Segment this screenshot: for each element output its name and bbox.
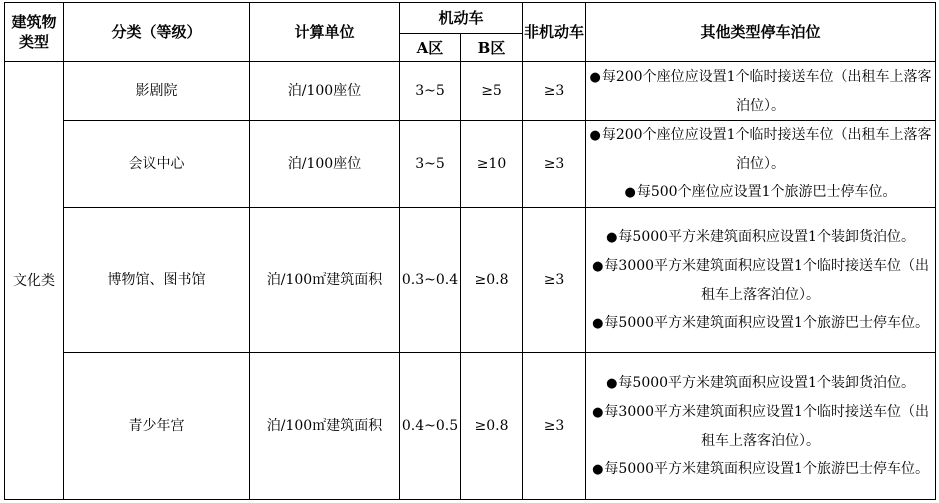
unit-cell: 泊/100座位 (250, 121, 400, 208)
other-parking-cell (586, 121, 936, 208)
zone-b-cell: ≥10 (461, 121, 523, 208)
other-parking-cell (586, 353, 936, 500)
note-text: 每200个座位应设置1个临时接送车位（出租车上落客泊位）。 (601, 127, 932, 172)
note-text: 每5000平方米建筑面积应设置1个装卸货泊位。 (618, 228, 915, 245)
group-label: 文化类 (5, 62, 64, 500)
unit-cell: 泊/100㎡建筑面积 (250, 353, 400, 500)
note-text: 每5000平方米建筑面积应设置1个装卸货泊位。 (618, 374, 915, 391)
header-zone-b: B区 (461, 34, 523, 62)
bullet-icon: ● (589, 69, 601, 85)
non-motor-cell: ≥3 (523, 353, 586, 500)
bullet-icon: ● (589, 128, 601, 143)
non-motor-cell: ≥3 (523, 121, 586, 208)
bullet-icon: ● (606, 229, 618, 245)
note-text: 每200个座位应设置1个临时接送车位（出租车上落客泊位）。 (601, 68, 932, 114)
category-cell: 青少年宫 (64, 353, 250, 500)
zone-a-cell: 3~5 (400, 62, 461, 121)
category-cell: 博物馆、图书馆 (64, 208, 250, 353)
zone-a-cell: 3~5 (400, 121, 461, 208)
unit-cell: 泊/100㎡建筑面积 (250, 208, 400, 353)
zone-b-cell: ≥5 (461, 62, 523, 121)
unit-cell: 泊/100座位 (250, 62, 400, 121)
zone-a-cell: 0.4~0.5 (400, 353, 461, 500)
note-item (586, 121, 935, 178)
note-item (586, 398, 935, 455)
zone-b-cell: ≥0.8 (461, 208, 523, 353)
table-row (5, 121, 936, 208)
table-row (5, 353, 936, 500)
parking-standard-table (4, 2, 936, 500)
note-item (586, 369, 935, 398)
note-item (586, 252, 935, 309)
other-parking-cell (586, 62, 936, 121)
category-cell: 影剧院 (64, 62, 250, 121)
bullet-icon: ● (592, 258, 604, 274)
note-text: 每3000平方米建筑面积应设置1个临时接送车位（出租车上落客泊位）。 (604, 257, 929, 303)
note-text: 每5000平方米建筑面积应设置1个旅游巴士停车位。 (604, 460, 929, 477)
bullet-icon: ● (624, 185, 636, 200)
category-cell: 会议中心 (64, 121, 250, 208)
bullet-icon: ● (592, 404, 604, 420)
non-motor-cell: ≥3 (523, 62, 586, 121)
header-other-parking: 其他类型停车泊位 (586, 3, 936, 62)
zone-b-cell: ≥0.8 (461, 353, 523, 500)
note-item (586, 63, 935, 120)
note-item (586, 309, 935, 338)
note-text: 每3000平方米建筑面积应设置1个临时接送车位（出租车上落客泊位）。 (604, 403, 929, 449)
header-zone-a: A区 (400, 34, 461, 62)
header-category: 分类（等级） (64, 3, 250, 62)
note-item (586, 178, 935, 207)
note-text: 每500个座位应设置1个旅游巴士停车位。 (636, 184, 897, 200)
header-unit: 计算单位 (250, 3, 400, 62)
table-row (5, 62, 936, 121)
header-building-type: 建筑物类型 (5, 3, 64, 62)
other-parking-cell (586, 208, 936, 353)
bullet-icon: ● (606, 375, 618, 391)
header-non-motor-vehicle: 非机动车 (523, 3, 586, 62)
zone-a-cell: 0.3~0.4 (400, 208, 461, 353)
bullet-icon: ● (592, 461, 604, 477)
table-row (5, 208, 936, 353)
note-text: 每5000平方米建筑面积应设置1个旅游巴士停车位。 (604, 314, 929, 331)
non-motor-cell: ≥3 (523, 208, 586, 353)
header-motor-vehicle: 机动车 (400, 3, 523, 34)
note-item (586, 455, 935, 484)
bullet-icon: ● (592, 315, 604, 331)
note-item (586, 223, 935, 252)
